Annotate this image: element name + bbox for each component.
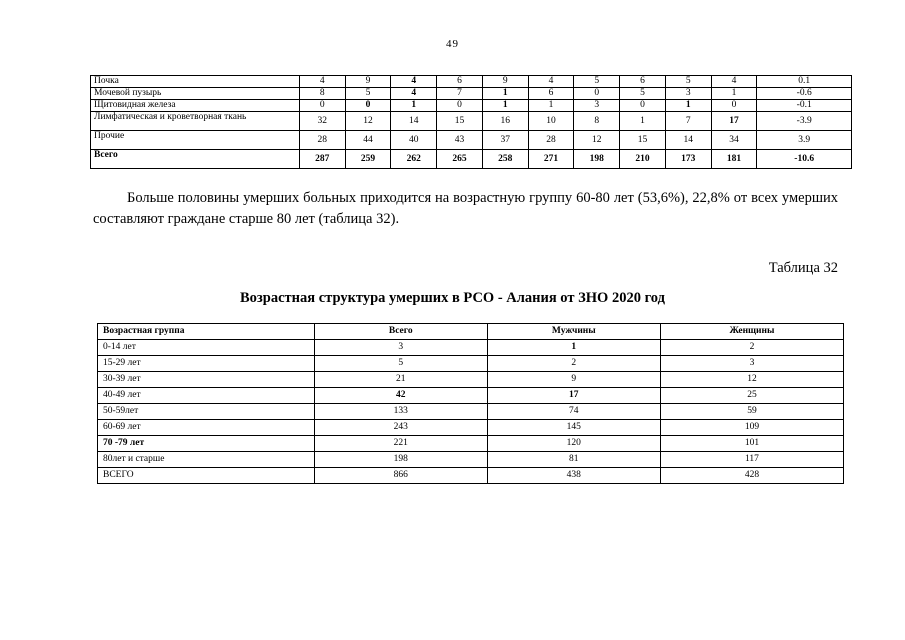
row-label: Щитовидная железа [91,100,300,112]
table-cell: 28 [299,131,345,150]
table-cell: 1 [482,100,528,112]
table-title: Возрастная структура умерших в РСО - Алания от ЗНО 2020 год [240,290,665,306]
table-cell: 5 [574,76,620,88]
table-cell: -0.6 [757,88,852,100]
table-cell: 5 [345,88,391,100]
table-cell: 9 [345,76,391,88]
table-cell: 15 [620,131,666,150]
table-row [91,112,852,131]
table-cell: 44 [345,131,391,150]
table-cell: 1 [487,340,660,356]
table-cell: 243 [314,420,487,436]
table-cell: 8 [574,112,620,131]
table-cell: 133 [314,404,487,420]
table-cell: 145 [487,420,660,436]
table-cell: 28 [528,131,574,150]
table-cell: 12 [660,372,843,388]
table-cell: 259 [345,150,391,169]
table-cell: 4 [391,88,437,100]
table-row [91,131,852,150]
table-cell: 37 [482,131,528,150]
table-row [98,372,844,388]
table-cell: 6 [437,76,483,88]
table-cell: 2 [660,340,843,356]
table-cell: 59 [660,404,843,420]
table-cell: 12 [574,131,620,150]
row-label: Почка [91,76,300,88]
table-cell: 0 [620,100,666,112]
table-cell: 43 [437,131,483,150]
table-cell: 258 [482,150,528,169]
table-cell: 81 [487,452,660,468]
table-cell: 42 [314,388,487,404]
table-cell: 40 [391,131,437,150]
row-label: 15-29 лет [98,356,315,372]
table-cell: 0 [299,100,345,112]
row-label: ВСЕГО [98,468,315,484]
table-cell: 3 [574,100,620,112]
table-cell: 14 [665,131,711,150]
row-label: Всего [91,150,300,169]
row-label: Лимфатическая и кроветворная ткань [91,112,300,131]
table-cell: 117 [660,452,843,468]
row-label: 80лет и старше [98,452,315,468]
table-row [98,436,844,452]
table-cell: 0 [711,100,757,112]
table-cell: 5 [665,76,711,88]
table-cell: 428 [660,468,843,484]
table-row [91,150,852,169]
table-cell: 7 [437,88,483,100]
table-cell: 8 [299,88,345,100]
column-header: Возрастная группа [98,324,315,340]
table-row [91,100,852,112]
row-label: 50-59лет [98,404,315,420]
table-row [98,420,844,436]
table-cell: 287 [299,150,345,169]
table-cell: 109 [660,420,843,436]
table-row [98,452,844,468]
table-cell: 3 [314,340,487,356]
table-cell: 14 [391,112,437,131]
summary-paragraph: Больше половины умерших больных приходится на возрастную группу 60-80 лет (53,6%), 22,8% от всех умерших составляют граждане старше 80 лет (таблица 32). [93,190,838,227]
table-cell: 198 [574,150,620,169]
table-cell: 3 [665,88,711,100]
table-cell: 21 [314,372,487,388]
table-cell: 12 [345,112,391,131]
table-row [98,356,844,372]
table-header-row [98,324,844,340]
table-cell: 1 [391,100,437,112]
page-number: 49 [446,38,459,50]
table-cell: 1 [620,112,666,131]
table-cell: 6 [528,88,574,100]
table-cell: 17 [711,112,757,131]
table-row [91,76,852,88]
table-cell: 1 [665,100,711,112]
table-cell: 866 [314,468,487,484]
table-cell: 173 [665,150,711,169]
table-cell: 9 [482,76,528,88]
table-cell: 101 [660,436,843,452]
table-cell: 1 [528,100,574,112]
table-cell: 1 [482,88,528,100]
table-cell: 262 [391,150,437,169]
table-cell: 10 [528,112,574,131]
row-label: 70 -79 лет [98,436,315,452]
table-row [91,88,852,100]
table-cell: 25 [660,388,843,404]
column-header: Женщины [660,324,843,340]
table-cell: 210 [620,150,666,169]
row-label: Мочевой пузырь [91,88,300,100]
table-caption: Таблица 32 [768,260,838,276]
row-label: 40-49 лет [98,388,315,404]
table-cell: 5 [620,88,666,100]
table-cell: -0.1 [757,100,852,112]
table-cell: 34 [711,131,757,150]
table-cell: 4 [299,76,345,88]
table-cell: 0 [437,100,483,112]
table-cell: 2 [487,356,660,372]
table-cell: 198 [314,452,487,468]
table-cell: 265 [437,150,483,169]
table-cell: 3 [660,356,843,372]
table-cell: 0.1 [757,76,852,88]
table-cell: 16 [482,112,528,131]
table-row [98,404,844,420]
column-header: Мужчины [487,324,660,340]
table-cell: 6 [620,76,666,88]
cancer-sites-table [90,75,852,169]
table-cell: 120 [487,436,660,452]
column-header: Всего [314,324,487,340]
age-structure-table [97,323,844,484]
table-cell: 4 [391,76,437,88]
table-cell: 221 [314,436,487,452]
table-cell: 438 [487,468,660,484]
table-cell: 15 [437,112,483,131]
table-cell: -10.6 [757,150,852,169]
table-cell: 181 [711,150,757,169]
table-cell: 17 [487,388,660,404]
table-cell: 271 [528,150,574,169]
table-cell: 5 [314,356,487,372]
table-cell: -3.9 [757,112,852,131]
row-label: 30-39 лет [98,372,315,388]
table-cell: 0 [345,100,391,112]
table-cell: 7 [665,112,711,131]
table-cell: 32 [299,112,345,131]
table-cell: 0 [574,88,620,100]
row-label: 0-14 лет [98,340,315,356]
table-cell: 3.9 [757,131,852,150]
table-cell: 4 [711,76,757,88]
row-label: 60-69 лет [98,420,315,436]
table-row [98,340,844,356]
table-cell: 74 [487,404,660,420]
table-cell: 1 [711,88,757,100]
table-cell: 4 [528,76,574,88]
row-label: Прочие [91,131,300,150]
table-row [98,468,844,484]
table-row [98,388,844,404]
table-cell: 9 [487,372,660,388]
